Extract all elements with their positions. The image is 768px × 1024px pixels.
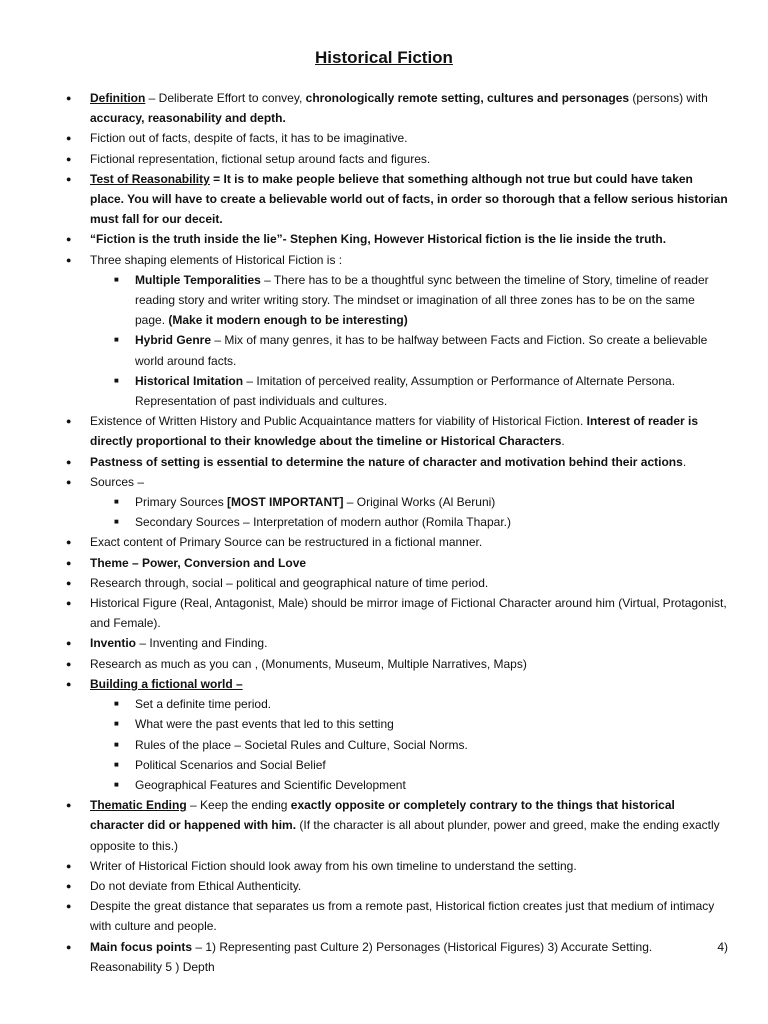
text-segment: Main focus points bbox=[90, 939, 192, 954]
square-bullet-icon: ■ bbox=[114, 274, 119, 284]
bullet-item bbox=[0, 553, 768, 573]
round-bullet-icon: ● bbox=[66, 476, 72, 487]
bullet-item bbox=[0, 795, 768, 856]
round-bullet-icon: ● bbox=[66, 901, 72, 912]
square-bullet-icon: ■ bbox=[114, 699, 119, 709]
sub-bullet-item bbox=[0, 775, 768, 795]
text-segment: Thematic Ending bbox=[90, 798, 187, 813]
text-segment: Political Scenarios and Social Belief bbox=[135, 757, 326, 772]
text-segment: Secondary Sources – Interpretation of modern author (Romila Thapar.) bbox=[135, 515, 511, 530]
bullet-item bbox=[0, 88, 768, 128]
bullet-item bbox=[0, 128, 768, 148]
bullet-item bbox=[0, 169, 768, 230]
text-segment: (persons) with bbox=[629, 91, 708, 105]
text-segment: Despite the great distance that separates us from a remote past, Historical fiction creates just that medium of intimacy with culture and people. bbox=[90, 899, 715, 934]
round-bullet-icon: ● bbox=[66, 456, 72, 467]
round-bullet-icon: ● bbox=[66, 133, 72, 144]
round-bullet-icon: ● bbox=[66, 93, 72, 103]
text-segment: Do not deviate from Ethical Authenticity. bbox=[90, 878, 302, 893]
text-segment: Hybrid Genre bbox=[135, 333, 212, 348]
round-bullet-icon: ● bbox=[66, 800, 72, 811]
bullet-item bbox=[0, 229, 768, 249]
sub-bullet-item bbox=[0, 270, 768, 331]
sub-bullet-item bbox=[0, 492, 768, 512]
text-segment: – Mix of many genres, it has to be halfway between Facts and Fiction. So create a believable world around facts. bbox=[135, 333, 708, 368]
text-segment: chronologically remote setting, cultures and personages bbox=[305, 91, 630, 105]
round-bullet-icon: ● bbox=[66, 234, 72, 245]
round-bullet-icon: ● bbox=[66, 598, 72, 609]
text-segment: 4) bbox=[717, 939, 728, 954]
text-segment: Writer of Historical Fiction should look away from his own timeline to understand the setting. bbox=[90, 858, 577, 873]
text-segment: . bbox=[561, 434, 565, 449]
sub-bullet-item bbox=[0, 512, 768, 532]
sub-bullet-item bbox=[0, 330, 768, 370]
text-segment: – Keep the ending bbox=[186, 798, 291, 813]
text-segment: Three shaping elements of Historical Fiction is : bbox=[90, 252, 343, 267]
square-bullet-icon: ■ bbox=[114, 517, 119, 527]
page-title: Historical Fiction bbox=[315, 48, 453, 67]
text-segment: Multiple Temporalities bbox=[135, 272, 261, 287]
text-segment: Interest of reader is directly proportional to their knowledge about the timeline or Historical Characters bbox=[90, 414, 699, 449]
bullet-item bbox=[0, 452, 768, 472]
text-segment: accuracy, reasonability and depth. bbox=[90, 111, 286, 126]
round-bullet-icon: ● bbox=[66, 638, 72, 649]
text-segment: Building a fictional world – bbox=[90, 676, 243, 691]
sub-bullet-item bbox=[0, 694, 768, 714]
sub-bullet-item bbox=[0, 755, 768, 775]
text-segment: Historical Figure (Real, Antagonist, Male) should be mirror image of Fictional Character around him (Virtual, Protagonist, and Female). bbox=[90, 596, 727, 631]
text-segment: Rules of the place – Societal Rules and Culture, Social Norms. bbox=[135, 737, 468, 752]
text-segment: [MOST IMPORTANT] bbox=[227, 495, 344, 510]
text-segment: Set a definite time period. bbox=[135, 697, 272, 712]
square-bullet-icon: ■ bbox=[114, 497, 119, 507]
round-bullet-icon: ● bbox=[66, 658, 72, 669]
text-segment: Fictional representation, fictional setup around facts and figures. bbox=[90, 151, 431, 166]
text-segment: Existence of Written History and Public Acquaintance matters for viability of Historical Fiction. bbox=[90, 414, 587, 429]
bullet-item bbox=[0, 856, 768, 876]
bullet-item bbox=[0, 532, 768, 552]
bullet-item bbox=[0, 654, 768, 674]
bullet-item bbox=[0, 472, 768, 492]
text-segment: – Imitation of perceived reality, Assumption or Performance of Alternate Persona. Representation of past individuals and cultures. bbox=[135, 373, 676, 409]
text-segment: (Make it modern enough to be interesting) bbox=[168, 313, 408, 328]
bullet-item bbox=[0, 573, 768, 593]
bullet-list bbox=[0, 88, 768, 977]
text-segment: Historical Imitation bbox=[135, 373, 244, 388]
bullet-item bbox=[0, 411, 768, 451]
sub-bullet-item bbox=[0, 735, 768, 755]
text-segment: Reasonability 5 ) Depth bbox=[90, 959, 215, 974]
text-segment: Inventio bbox=[90, 636, 137, 651]
text-segment: (If the character is all about plunder, power and greed, make the ending exactly opposite to this.) bbox=[90, 818, 720, 853]
sub-bullet-item bbox=[0, 714, 768, 734]
square-bullet-icon: ■ bbox=[114, 335, 119, 345]
text-segment: Test of Reasonability bbox=[90, 171, 210, 186]
sub-bullet-item bbox=[0, 371, 768, 411]
square-bullet-icon: ■ bbox=[114, 739, 119, 749]
round-bullet-icon: ● bbox=[66, 880, 72, 891]
text-segment: – There has to be a thoughtful sync between the timeline of Story, timeline of reader reading story and writer writing story. The mindset or imagination of all three zones has to be on the same page. bbox=[135, 272, 709, 328]
square-bullet-icon: ■ bbox=[114, 719, 119, 729]
bullet-item bbox=[0, 250, 768, 270]
round-bullet-icon: ● bbox=[66, 254, 72, 265]
text-segment: What were the past events that led to this setting bbox=[135, 717, 394, 732]
round-bullet-icon: ● bbox=[66, 537, 72, 548]
round-bullet-icon: ● bbox=[66, 153, 72, 164]
round-bullet-icon: ● bbox=[66, 557, 72, 568]
bullet-item bbox=[0, 633, 768, 653]
text-segment: Sources – bbox=[90, 474, 145, 489]
text-segment: exactly opposite or completely contrary to the things that historical character did or happened with him. bbox=[90, 798, 675, 833]
bullet-item bbox=[0, 896, 768, 936]
text-segment: Theme – Power, Conversion and Love bbox=[90, 555, 307, 570]
round-bullet-icon: ● bbox=[66, 416, 72, 427]
round-bullet-icon: ● bbox=[66, 860, 72, 871]
round-bullet-icon: ● bbox=[66, 678, 72, 689]
text-segment: = It is to make people believe that something although not true but could have taken place. You will have to create a believable world out of facts, in order so thorough that a fellow serious historian must fall for our deceit. bbox=[90, 171, 728, 227]
text-segment: Research through, social – political and geographical nature of time period. bbox=[90, 575, 489, 590]
text-segment: Primary Sources bbox=[135, 495, 228, 510]
square-bullet-icon: ■ bbox=[114, 779, 119, 789]
square-bullet-icon: ■ bbox=[114, 759, 119, 769]
text-segment: – 1) Representing past Culture 2) Personages (Historical Figures) 3) Accurate Setting. bbox=[192, 939, 653, 954]
text-segment: Definition bbox=[90, 91, 146, 105]
round-bullet-icon: ● bbox=[66, 577, 72, 588]
square-bullet-icon: ■ bbox=[114, 375, 119, 385]
text-segment: Pastness of setting is essential to determine the nature of character and motivation behind their actions bbox=[90, 454, 683, 469]
text-segment: Fiction out of facts, despite of facts, it has to be imaginative. bbox=[90, 131, 408, 146]
bullet-item bbox=[0, 937, 768, 977]
round-bullet-icon: ● bbox=[66, 173, 72, 184]
bullet-item bbox=[0, 876, 768, 896]
text-segment: Exact content of Primary Source can be restructured in a fictional manner. bbox=[90, 535, 483, 550]
bullet-item bbox=[0, 149, 768, 169]
text-segment: – Deliberate Effort to convey, bbox=[145, 91, 306, 105]
round-bullet-icon: ● bbox=[66, 941, 72, 952]
text-segment: Geographical Features and Scientific Development bbox=[135, 777, 406, 792]
text-segment: – Original Works (Al Beruni) bbox=[343, 495, 496, 510]
bullet-item bbox=[0, 674, 768, 694]
text-segment: “Fiction is the truth inside the lie”- Stephen King, However Historical fiction is the lie inside the truth. bbox=[90, 232, 667, 247]
text-segment: Research as much as you can , (Monuments, Museum, Multiple Narratives, Maps) bbox=[90, 656, 527, 671]
text-segment: . bbox=[682, 454, 687, 469]
bullet-item bbox=[0, 593, 768, 633]
text-segment: – Inventing and Finding. bbox=[136, 636, 268, 651]
